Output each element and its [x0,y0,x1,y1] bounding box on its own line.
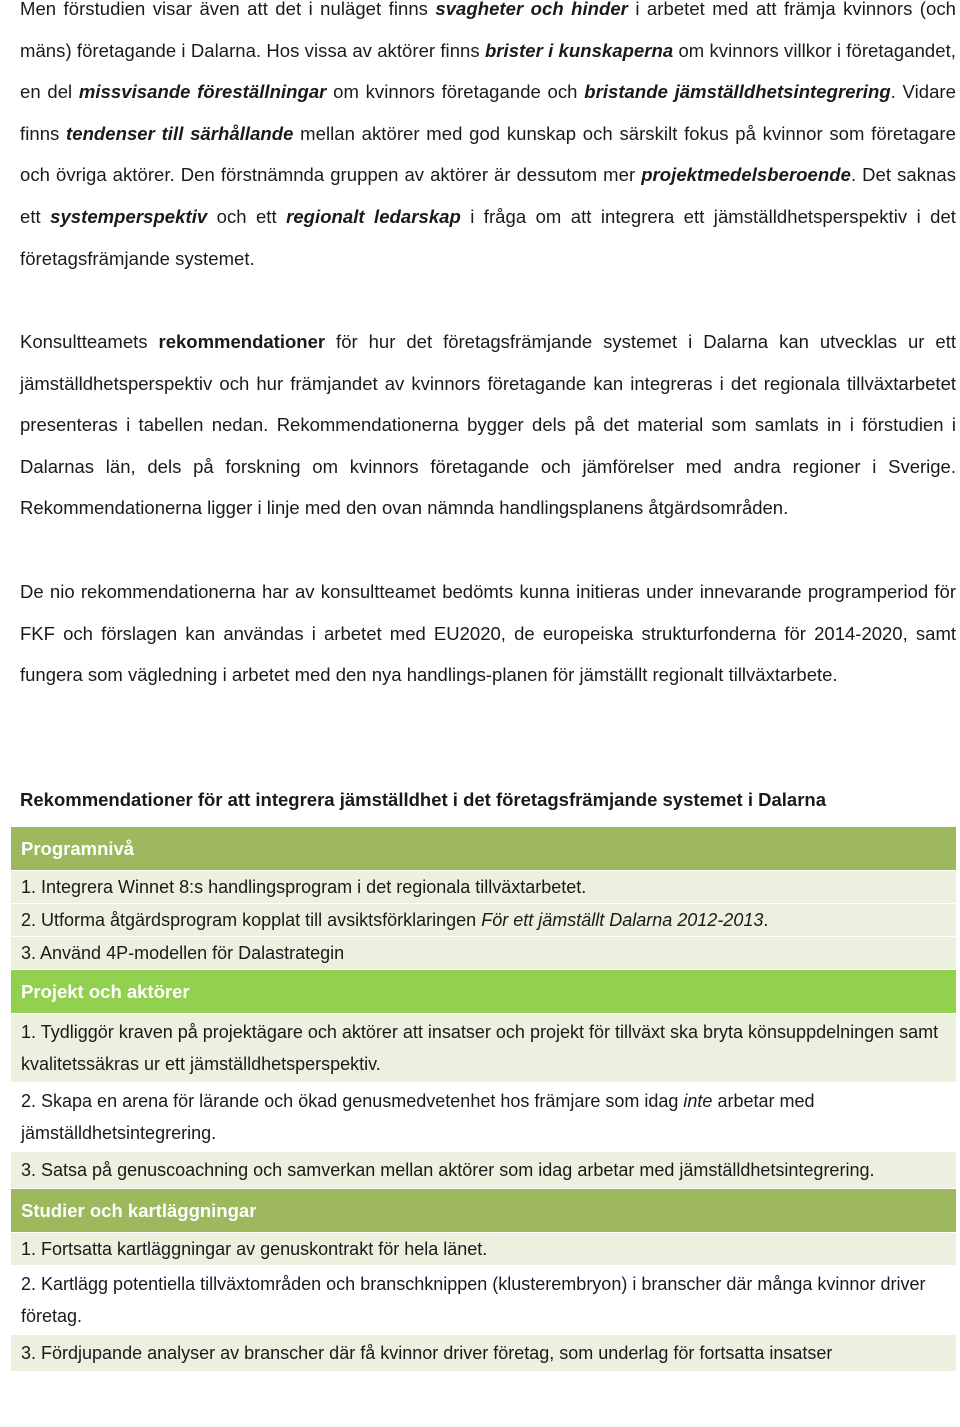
text-run: 2. Skapa en arena för lärande och ökad genusmedvetenhet hos främjare som idag [21,1091,684,1111]
recommendation-item: 1. Fortsatta kartläggningar av genuskontrakt för hela länet. [11,1233,957,1266]
text-run: och ett [207,205,287,227]
text-run: i arbetet med att främja kvinnors (och mäns) företagande i Dalarna. Hos vissa av aktörer finns [20,0,956,61]
text-run: 2. Utforma åtgärdsprogram kopplat till avsiktsförklaringen [21,910,482,930]
recommendation-item: 3. Fördjupande analyser av branscher där få kvinnor driver företag, som underlag för fortsatta insatser [11,1335,957,1372]
recommendation-item [11,1083,957,1152]
intro-paragraph-1 [20,0,956,279]
recommendation-item: 1. Integrera Winnet 8:s handlingsprogram i det regionala tillväxtarbetet. [11,871,957,904]
emphasis-integration: bristande jämställdhetsintegrering [584,81,891,103]
table-row [11,904,957,937]
recommendation-item: 3. Använd 4P-modellen för Dalastrategin [11,937,957,970]
emphasis-leadership: regionalt ledarskap [286,205,461,227]
text-run: Men förstudien visar även att det i nuläget finns [20,0,436,19]
text-run: Konsultteamets [20,331,159,352]
table-row [11,1266,957,1335]
table-row [11,1014,957,1083]
text-run: arbetar med jämställdhetsintegrering. [21,1091,815,1143]
section-title-projects: Projekt och aktörer [11,970,957,1014]
recommendation-item: 2. Kartlägg potentiella tillväxtområden och branschknippen (klusterembryon) i branscher där många kvinnor driver företag. [11,1266,957,1335]
section-header-row [11,827,957,871]
emphasis-separation: tendenser till särhållande [66,122,294,144]
intro-paragraph-2 [20,321,956,529]
table-row [11,1152,957,1189]
emphasis-recommendations: rekommendationer [158,331,326,352]
text-run: . Vidare finns [20,81,956,144]
recommendation-item: 3. Satsa på genuscoachning och samverkan mellan aktörer som idag arbetar med jämställdhetsintegrering. [11,1152,957,1189]
recommendation-item [11,904,957,937]
text-run: mellan aktörer med god kunskap och särskilt fokus på kvinnor som företagare och övriga aktörer. Den förstnämnda gruppen av aktörer är dessutom mer [20,122,956,186]
text-run: . Det saknas ett [20,164,956,227]
intro-paragraph-3: De nio rekommendationerna har av konsultteamet bedömts kunna initieras under innevarande programperiod för FKF och förslagen kan användas i arbetet med EU2020, de europeiska strukturfonderna för 2014-2020, samt fungera som vägledning i arbetet med den nya handlings-planen för jämställt regionalt tillväxtarbete. [20,581,956,686]
emphasis-knowledge-gaps: brister i kunskaperna [484,39,674,61]
emphasis-system-perspective: systemperspektiv [50,205,208,227]
table-heading: Rekommendationer för att integrera jämställdhet i det företagsfrämjande systemet i Dalarna [20,789,827,810]
table-row [11,1083,957,1152]
text-run: i fråga om att integrera ett jämställdhetsperspektiv i det företagsfrämjande systemet. [20,205,956,269]
section-title-program: Programnivå [11,827,957,871]
emphasis-not: inte [683,1091,713,1111]
recommendations-table [10,826,957,1372]
table-row [11,1233,957,1266]
table-row [11,1335,957,1372]
table-row [11,937,957,970]
section-header-row [11,970,957,1014]
emphasis-weaknesses: svagheter och hinder [435,0,628,19]
text-run: om kvinnors villkor i företagandet, en del [20,39,956,103]
text-run: om kvinnors företagande och [326,81,585,103]
emphasis-project-funding: projektmedelsberoende [641,164,851,186]
section-title-studies: Studier och kartläggningar [11,1189,957,1233]
text-run: . [763,910,769,930]
emphasis-misconceptions: missvisande föreställningar [78,81,327,103]
document-title-italic: För ett jämställt Dalarna 2012-2013 [481,910,764,930]
text-run: för hur det företagsfrämjande systemet i Dalarna kan utvecklas ur ett jämställdhetsperspektiv och hur främjandet av kvinnors företagande kan integreras i det regionala tillväxtarbetet presenteras i tabellen nedan. Rekommendationerna bygger dels på det material som samlats in i förstudien i Dalarnas län, dels på forskning om kvinnors företagande och jämförelser med andra regioner i Sverige. Rekommendationerna ligger i linje med den ovan nämnda handlingsplanens åtgärdsområden. [20,331,957,519]
recommendation-item: 1. Tydliggör kraven på projektägare och aktörer att insatser och projekt för tillväxt ska bryta könsuppdelningen samt kvalitetssäkras ur ett jämställdhetsperspektiv. [11,1014,957,1083]
table-row [11,871,957,904]
section-header-row [11,1189,957,1233]
